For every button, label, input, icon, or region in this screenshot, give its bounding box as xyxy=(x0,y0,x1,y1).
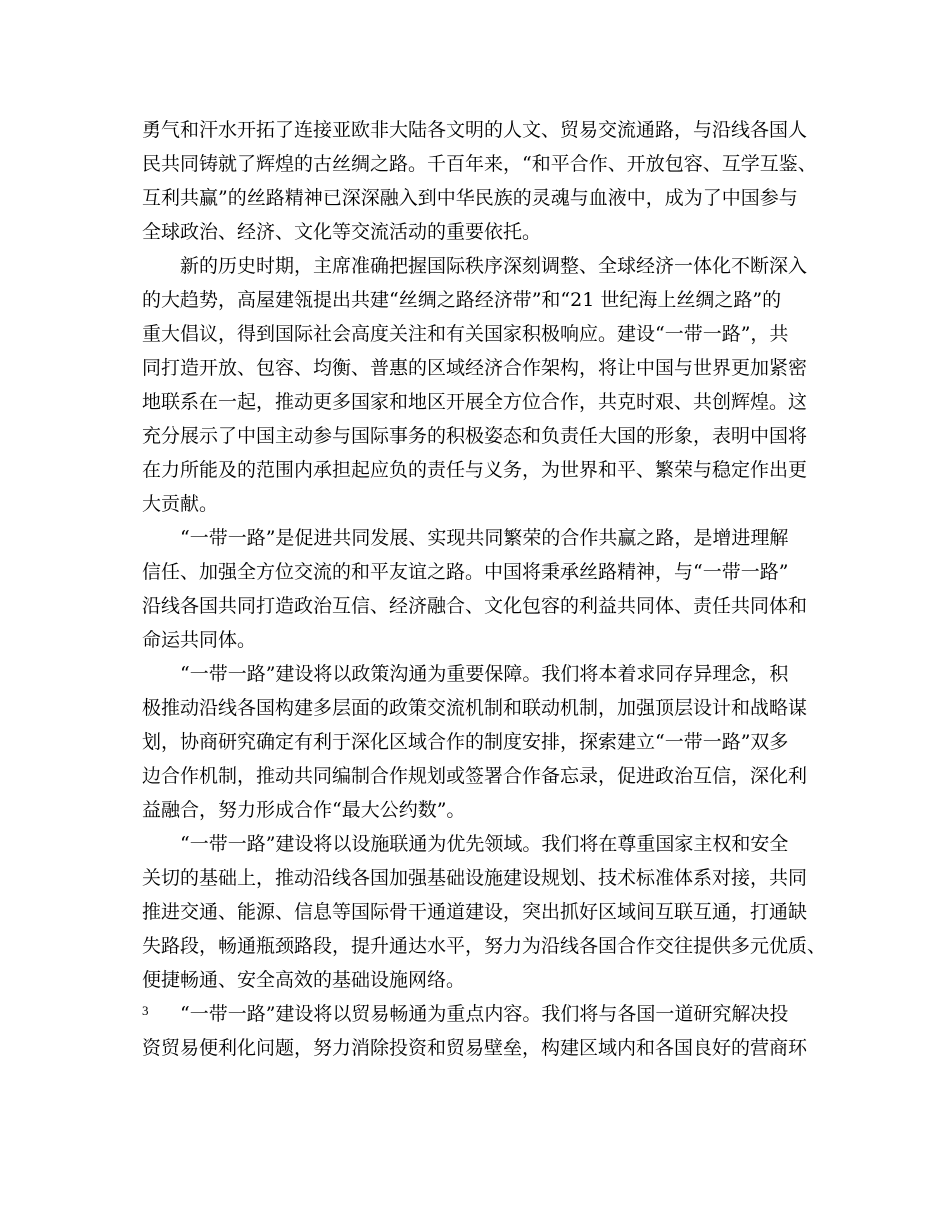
text-line: “一带一路”是促进共同发展、实现共同繁荣的合作共赢之路，是增进理解 xyxy=(180,527,789,549)
text-line: 充分展示了中国主动参与国际事务的积极姿态和负责任大国的形象，表明中国将 xyxy=(142,425,808,447)
text-line: 失路段，畅通瓶颈路段，提升通达水平，努力为沿线各国合作交往提供多元优质、 xyxy=(142,935,827,957)
page-number: 3 xyxy=(142,1003,149,1018)
text-line: 关切的基础上，推动沿线各国加强基础设施建设规划、技术标准体系对接，共同 xyxy=(142,867,808,889)
text-line: 益融合，努力形成合作“最大公约数”。 xyxy=(142,799,466,821)
text-line: 全球政治、经济、文化等交流活动的重要依托。 xyxy=(142,221,542,243)
text-line: 极推动沿线各国构建多层面的政策交流机制和联动机制，加强顶层设计和战略谋 xyxy=(142,697,808,719)
text-line: 新的历史时期，主席准确把握国际秩序深刻调整、全球经济一体化不断深入 xyxy=(180,255,808,277)
text-line: 的大趋势，高屋建瓴提出共建“丝绸之路经济带”和“21 世纪海上丝绸之路”的 xyxy=(142,289,782,311)
text-line: 互利共赢”的丝路精神已深深融入到中华民族的灵魂与血液中，成为了中国参与 xyxy=(142,187,798,209)
text-line: 边合作机制，推动共同编制合作规划或签署合作备忘录，促进政治互信，深化利 xyxy=(142,765,808,787)
text-line: “一带一路”建设将以设施联通为优先领域。我们将在尊重国家主权和安全 xyxy=(180,833,789,855)
text-line: 重大倡议，得到国际社会高度关注和有关国家积极响应。建设“一带一路”，共 xyxy=(142,323,789,345)
text-line: 在力所能及的范围内承担起应负的责任与义务，为世界和平、繁荣与稳定作出更 xyxy=(142,459,808,481)
text-line: 资贸易便利化问题，努力消除投资和贸易壁垒，构建区域内和各国良好的营商环 xyxy=(142,1037,808,1059)
text-line: “一带一路”建设将以贸易畅通为重点内容。我们将与各国一道研究解决投 xyxy=(180,1003,789,1025)
text-line: 地联系在一起，推动更多国家和地区开展全方位合作，共克时艰、共创辉煌。这 xyxy=(142,391,808,413)
text-line: 沿线各国共同打造政治互信、经济融合、文化包容的利益共同体、责任共同体和 xyxy=(142,595,808,617)
text-line: 大贡献。 xyxy=(142,493,219,515)
text-line: 推进交通、能源、信息等国际骨干通道建设，突出抓好区域间互联互通，打通缺 xyxy=(142,901,808,923)
text-line: 同打造开放、包容、均衡、普惠的区域经济合作架构，将让中国与世界更加紧密 xyxy=(142,357,808,379)
text-line: 信任、加强全方位交流的和平友谊之路。中国将秉承丝路精神，与“一带一路” xyxy=(142,561,789,583)
text-line: 命运共同体。 xyxy=(142,629,257,651)
text-line: 便捷畅通、安全高效的基础设施网络。 xyxy=(142,969,466,991)
text-line: 民共同铸就了辉煌的古丝绸之路。千百年来，“和平合作、开放包容、互学互鉴、 xyxy=(142,153,817,175)
text-line: 勇气和汗水开拓了连接亚欧非大陆各文明的人文、贸易交流通路，与沿线各国人 xyxy=(142,119,808,141)
text-line: “一带一路”建设将以政策沟通为重要保障。我们将本着求同存异理念，积 xyxy=(180,663,789,685)
text-line: 划，协商研究确定有利于深化区域合作的制度安排，探索建立“一带一路”双多 xyxy=(142,731,789,753)
